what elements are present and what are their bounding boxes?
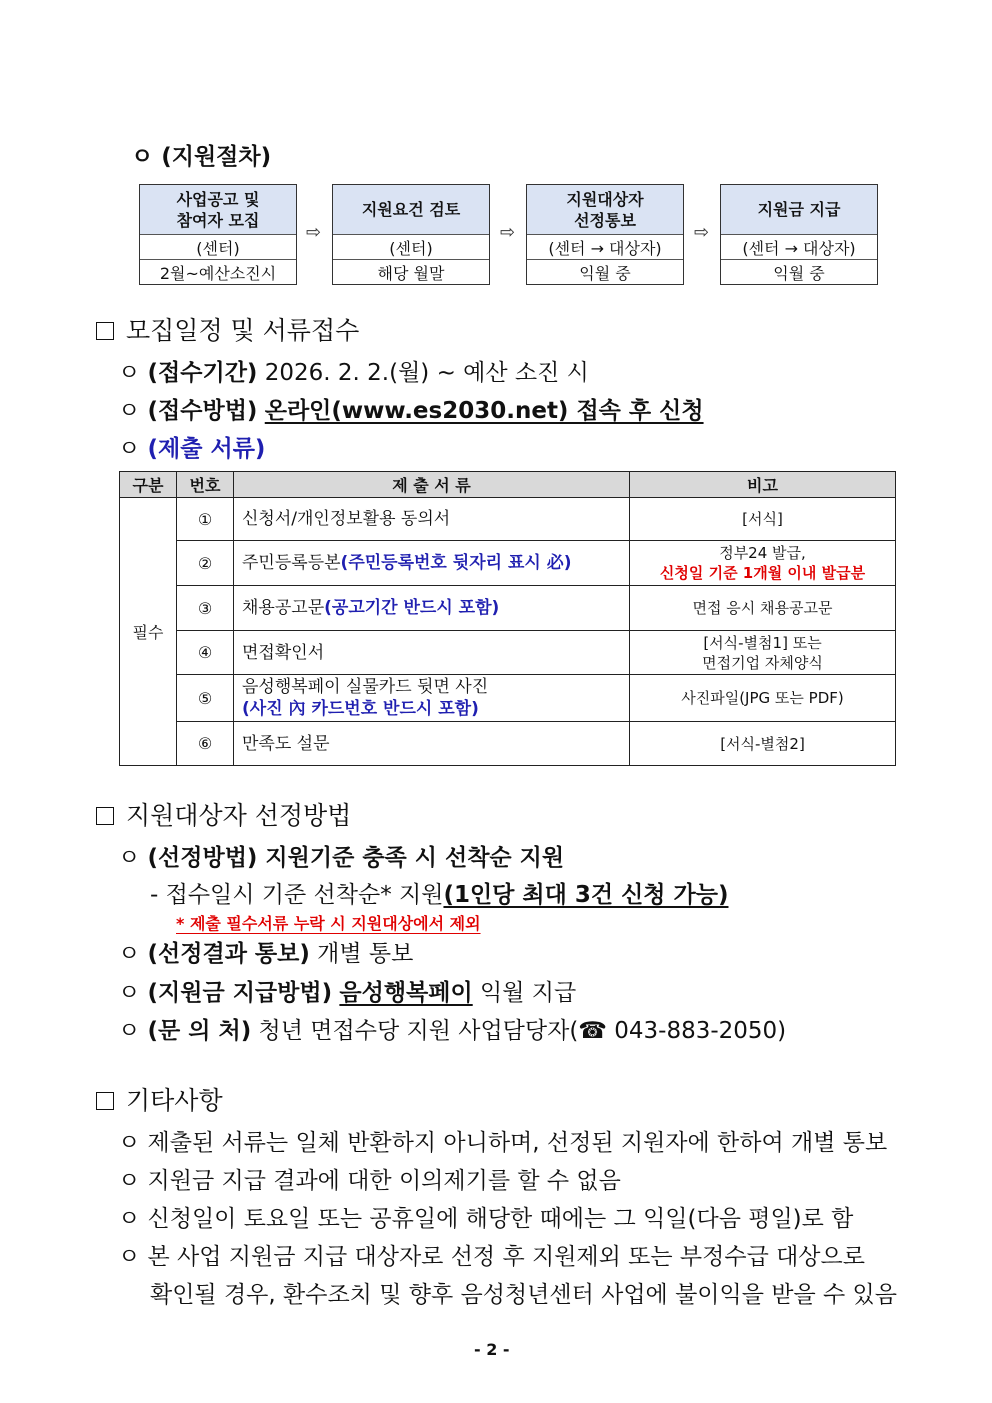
square-bullet-icon <box>96 807 114 825</box>
flow-arrow-icon: ⇨ <box>500 222 516 243</box>
note-cell: 정부24 발급, 신청일 기준 1개월 이내 발급분 <box>630 541 896 586</box>
documents-table <box>119 471 896 766</box>
recruit-section-heading: 모집일정 및 서류접수 <box>96 316 359 346</box>
note-cell: 면접 응시 채용공고문 <box>630 586 896 631</box>
page-number: - 2 - <box>474 1340 510 1359</box>
flow-step-timing: 2월~예산소진시 <box>159 263 277 283</box>
note-cell: 사진파일(JPG 또는 PDF) <box>630 675 896 722</box>
table-row <box>120 631 896 675</box>
selection-footnote: * 제출 필수서류 누락 시 지원대상에서 제외 <box>176 914 481 933</box>
flow-step-title: 지원요건 검토 <box>333 185 489 235</box>
selection-section-heading: 지원대상자 선정방법 <box>96 801 351 831</box>
selection-payment: ㅇ (지원금 지급방법) 음성행복페이 익월 지급 <box>118 980 577 1006</box>
table-row <box>120 722 896 766</box>
selection-result: ㅇ (선정결과 통보) 개별 통보 <box>118 941 414 967</box>
note-cell: [서식] <box>630 498 896 541</box>
col-header-note: 비고 <box>630 472 896 498</box>
etc-section-heading: 기타사항 <box>96 1086 223 1116</box>
selection-method: ㅇ (선정방법) 지원기준 충족 시 선착순 지원 <box>118 845 565 871</box>
document-cell: 면접확인서 <box>234 631 630 675</box>
flow-step-actor: (센터) <box>333 235 489 260</box>
etc-item: ㅇ 제출된 서류는 일체 반환하지 아니하며, 선정된 지원자에 한하여 개별 통보 <box>118 1130 888 1156</box>
note-cell: [서식-별첨1] 또는 면접기업 자체양식 <box>630 631 896 675</box>
flow-step-4 <box>720 184 878 285</box>
table-row <box>120 541 896 586</box>
etc-item: ㅇ 본 사업 지원금 지급 대상자로 선정 후 지원제외 또는 부정수급 대상으로 <box>118 1244 865 1270</box>
flow-step-timing: 익월 중 <box>579 263 631 283</box>
number-cell: ⑥ <box>177 722 234 766</box>
selection-contact: ㅇ (문 의 처) 청년 면접수당 지원 사업담당자(☎ 043-883-2050) <box>118 1018 787 1044</box>
flow-step-timing: 해당 월말 <box>377 263 445 283</box>
etc-item-continued: 확인될 경우, 환수조치 및 향후 음성청년센터 사업에 불이익을 받을 수 있음 <box>150 1282 897 1308</box>
flow-arrow-icon: ⇨ <box>306 222 322 243</box>
selection-sub: - 접수일시 기준 선착순* 지원(1인당 최대 3건 신청 가능) <box>150 882 729 908</box>
table-header-row <box>120 472 896 498</box>
recruit-method: ㅇ (접수방법) 온라인(www.es2030.net) 접속 후 신청 <box>118 398 704 424</box>
col-header-category: 구분 <box>120 472 177 498</box>
flow-step-actor: (센터) <box>140 235 296 260</box>
document-cell: 만족도 설문 <box>234 722 630 766</box>
flow-step-title: 사업공고 및 참여자 모집 <box>140 185 296 235</box>
recruit-method-link: 온라인(www.es2030.net) 접속 후 신청 <box>264 398 704 424</box>
flow-step-title: 지원금 지급 <box>721 185 877 235</box>
etc-item: ㅇ 신청일이 토요일 또는 공휴일에 해당한 때에는 그 익일(다음 평일)로 함 <box>118 1206 854 1232</box>
etc-item: ㅇ 지원금 지급 결과에 대한 이의제기를 할 수 없음 <box>118 1168 621 1194</box>
flow-arrow-icon: ⇨ <box>694 222 710 243</box>
recruit-docs: ㅇ (제출 서류) <box>118 436 266 462</box>
number-cell: ② <box>177 541 234 586</box>
number-cell: ① <box>177 498 234 541</box>
table-row <box>120 586 896 631</box>
number-cell: ⑤ <box>177 675 234 722</box>
number-cell: ④ <box>177 631 234 675</box>
document-cell: 음성행복페이 실물카드 뒷면 사진 (사진 內 카드번호 반드시 포함) <box>234 675 630 722</box>
document-cell: 주민등록등본(주민등록번호 뒷자리 표시 必) <box>234 541 630 586</box>
flow-step-actor: (센터 → 대상자) <box>721 235 877 260</box>
flow-step-3 <box>526 184 684 285</box>
flow-step-2 <box>332 184 490 285</box>
flow-step-1 <box>139 184 297 285</box>
recruit-period: ㅇ (접수기간) 2026. 2. 2.(월) ~ 예산 소진 시 <box>118 360 589 386</box>
category-cell: 필수 <box>120 498 177 766</box>
number-cell: ③ <box>177 586 234 631</box>
note-cell: [서식-별첨2] <box>630 722 896 766</box>
table-row <box>120 675 896 722</box>
table-row <box>120 498 896 541</box>
document-cell: 신청서/개인정보활용 동의서 <box>234 498 630 541</box>
flow-step-title: 지원대상자 선정통보 <box>527 185 683 235</box>
col-header-document: 제 출 서 류 <box>234 472 630 498</box>
col-header-number: 번호 <box>177 472 234 498</box>
flow-step-timing: 익월 중 <box>773 263 825 283</box>
flow-step-actor: (센터 → 대상자) <box>527 235 683 260</box>
procedure-heading: ㅇ (지원절차) <box>131 144 272 170</box>
square-bullet-icon <box>96 322 114 340</box>
square-bullet-icon <box>96 1092 114 1110</box>
document-cell: 채용공고문(공고기간 반드시 포함) <box>234 586 630 631</box>
